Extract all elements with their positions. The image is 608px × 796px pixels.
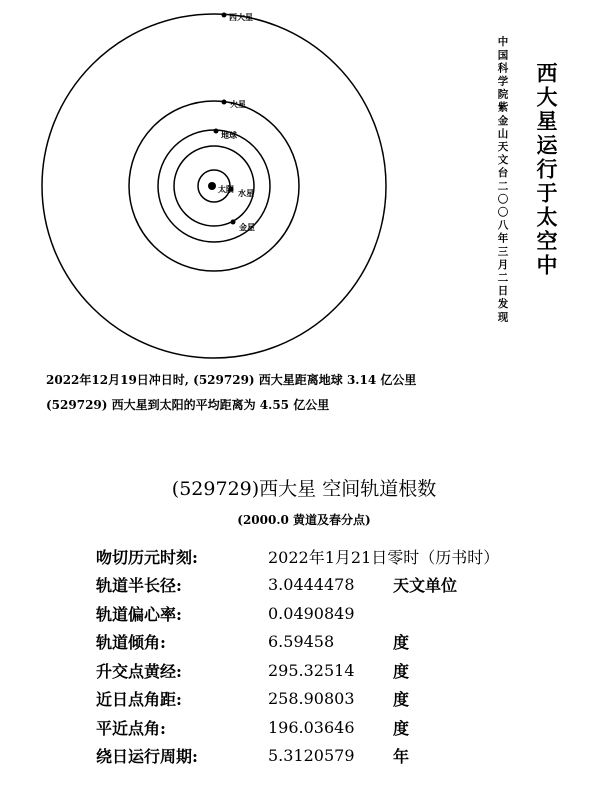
orbital-elements-table bbox=[96, 542, 499, 770]
element-label: 轨道半长径: bbox=[96, 576, 182, 596]
mars-label: 火星 bbox=[230, 99, 246, 109]
table-row bbox=[96, 542, 499, 571]
discovery-credit: 中国科学院紫金山天文台二〇〇八年三月二日发现 bbox=[496, 36, 509, 325]
element-value: 5.3120579 bbox=[268, 746, 355, 766]
element-value: 0.0490849 bbox=[268, 603, 355, 623]
table-row bbox=[96, 628, 499, 657]
element-unit: 年 bbox=[393, 747, 410, 767]
venus-label: 金星 bbox=[239, 222, 255, 232]
element-value: 258.90803 bbox=[268, 689, 355, 709]
element-value: 3.0444478 bbox=[268, 575, 355, 595]
earth-marker bbox=[214, 129, 219, 134]
table-row bbox=[96, 599, 499, 628]
asteroid-label: 西大星 bbox=[229, 12, 253, 22]
venus-marker bbox=[231, 220, 236, 225]
element-value: 2022年1月21日零时（历书时） bbox=[268, 547, 500, 567]
table-row bbox=[96, 656, 499, 685]
mercury-label: 水星 bbox=[238, 188, 254, 198]
element-unit: 度 bbox=[393, 633, 410, 653]
table-row bbox=[96, 742, 499, 771]
mean-distance-note: (529729) 西大星到太阳的平均距离为 4.55 亿公里 bbox=[46, 398, 330, 412]
table-row bbox=[96, 571, 499, 600]
element-unit bbox=[393, 599, 499, 628]
element-value: 295.32514 bbox=[268, 660, 355, 680]
element-label: 轨道偏心率: bbox=[96, 604, 182, 624]
vertical-title: 西大星运行于太空中 bbox=[534, 62, 559, 278]
table-subtitle: (2000.0 黄道及春分点) bbox=[237, 513, 371, 527]
element-unit: 度 bbox=[393, 661, 410, 681]
element-label: 近日点角距: bbox=[96, 690, 182, 710]
element-label: 绕日运行周期: bbox=[96, 747, 198, 767]
element-label: 平近点角: bbox=[96, 718, 166, 738]
asteroid-marker bbox=[222, 13, 227, 18]
element-label: 轨道倾角: bbox=[96, 633, 166, 653]
orbit-diagram bbox=[0, 0, 480, 370]
table-row bbox=[96, 713, 499, 742]
table-title: (529729)西大星 空间轨道根数 bbox=[171, 478, 437, 500]
earth-label: 地球 bbox=[221, 130, 237, 140]
sun-marker bbox=[208, 182, 216, 190]
table-row bbox=[96, 685, 499, 714]
sun-label: 太阳 bbox=[218, 184, 234, 194]
element-unit: 天文单位 bbox=[393, 576, 458, 596]
opposition-note: 2022年12月19日冲日时, (529729) 西大星距离地球 3.14 亿公里 bbox=[46, 373, 417, 387]
element-unit: 度 bbox=[393, 690, 410, 710]
element-value: 196.03646 bbox=[268, 717, 355, 737]
element-value: 6.59458 bbox=[268, 632, 335, 652]
element-unit: 度 bbox=[393, 718, 410, 738]
element-label: 升交点黄经: bbox=[96, 661, 182, 681]
mars-marker bbox=[222, 100, 227, 105]
element-label: 吻切历元时刻: bbox=[96, 547, 198, 567]
